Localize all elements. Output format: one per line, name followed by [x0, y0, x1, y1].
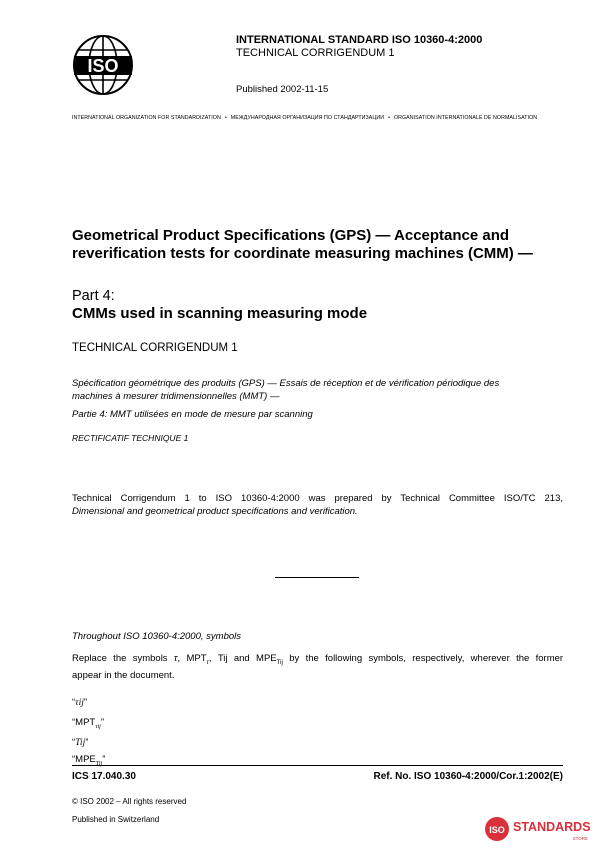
- footer-rule: [72, 765, 563, 766]
- document-title: Geometrical Product Specifications (GPS) — Acceptance and reverification tests for coordinate measuring machines (CMM) —: [72, 227, 533, 262]
- part-label: Part 4:: [72, 288, 115, 304]
- standard-number: INTERNATIONAL STANDARD ISO 10360-4:2000: [236, 34, 483, 46]
- org-russian: МЕЖДУНАРОДНАЯ ОРГАНИЗАЦИЯ ПО СТАНДАРТИЗАЦИИ: [230, 115, 385, 121]
- corrigendum-label: TECHNICAL CORRIGENDUM 1: [236, 47, 395, 59]
- store-label: STANDARDS: [513, 820, 591, 834]
- french-part-title: Partie 4: MMT utilisées en mode de mesure par scanning: [72, 409, 313, 420]
- iso-standards-store-logo: [484, 814, 594, 844]
- symbol-tau: τ: [173, 653, 178, 664]
- french-rectificatif: RECTIFICATIF TECHNIQUE 1: [72, 433, 189, 443]
- part-title: CMMs used in scanning measuring mode: [72, 305, 368, 322]
- symbol-item: “$MPT_{\tau ij}$”: [72, 717, 105, 730]
- symbol-item: “$MPE_{Tij}$”: [72, 754, 106, 767]
- bullet-icon: •: [224, 115, 227, 121]
- store-iso-text: ISO: [489, 825, 505, 835]
- replace-instruction: Replace the symbols τ, $MPT_\tau$, Tij and $MPE_{Tij}$ by the following symbols, respectively, wherever the former appear in the document.: [72, 653, 564, 682]
- symbol-item: “Tij”: [72, 737, 89, 748]
- throughout-heading: Throughout ISO 10360-4:2000, symbols: [72, 631, 241, 642]
- bullet-icon: •: [388, 115, 390, 121]
- store-sub: STORE: [572, 836, 588, 841]
- symbol-item: “τij”: [72, 697, 88, 708]
- org-french: ORGANISATION INTERNATIONALE DE NORMALISATION: [393, 115, 538, 121]
- published-in: Published in Switzerland: [72, 815, 160, 824]
- reference-number: Ref. No. ISO 10360-4:2000/Cor.1:2002(E): [373, 771, 563, 782]
- separator-rule: [275, 577, 359, 578]
- technical-corrigendum-heading: TECHNICAL CORRIGENDUM 1: [72, 342, 238, 354]
- committee-title: Dimensional and geometrical product specifications and verification.: [72, 505, 358, 517]
- organization-names: [72, 115, 563, 121]
- org-english: INTERNATIONAL ORGANIZATION FOR STANDARDIZATION: [72, 115, 221, 121]
- published-date: Published 2002-11-15: [236, 84, 329, 95]
- copyright: © ISO 2002 – All rights reserved: [72, 797, 187, 806]
- iso-logo: [72, 34, 134, 96]
- ics-code: ICS 17.040.30: [72, 771, 136, 782]
- french-title: Spécification géométrique des produits (GPS) — Essais de réception et de vérification périodique des machines à mesurer tridimensionnelles (MMT) —: [72, 378, 500, 402]
- iso-logo-text: ISO: [87, 56, 119, 76]
- preparation-line-1: Technical Corrigendum 1 to ISO 10360-4:2000 was prepared by Technical Committee ISO/TC 213,: [72, 493, 563, 504]
- preparation-statement: [72, 493, 563, 518]
- replace-line-2: appear in the document.: [72, 670, 175, 682]
